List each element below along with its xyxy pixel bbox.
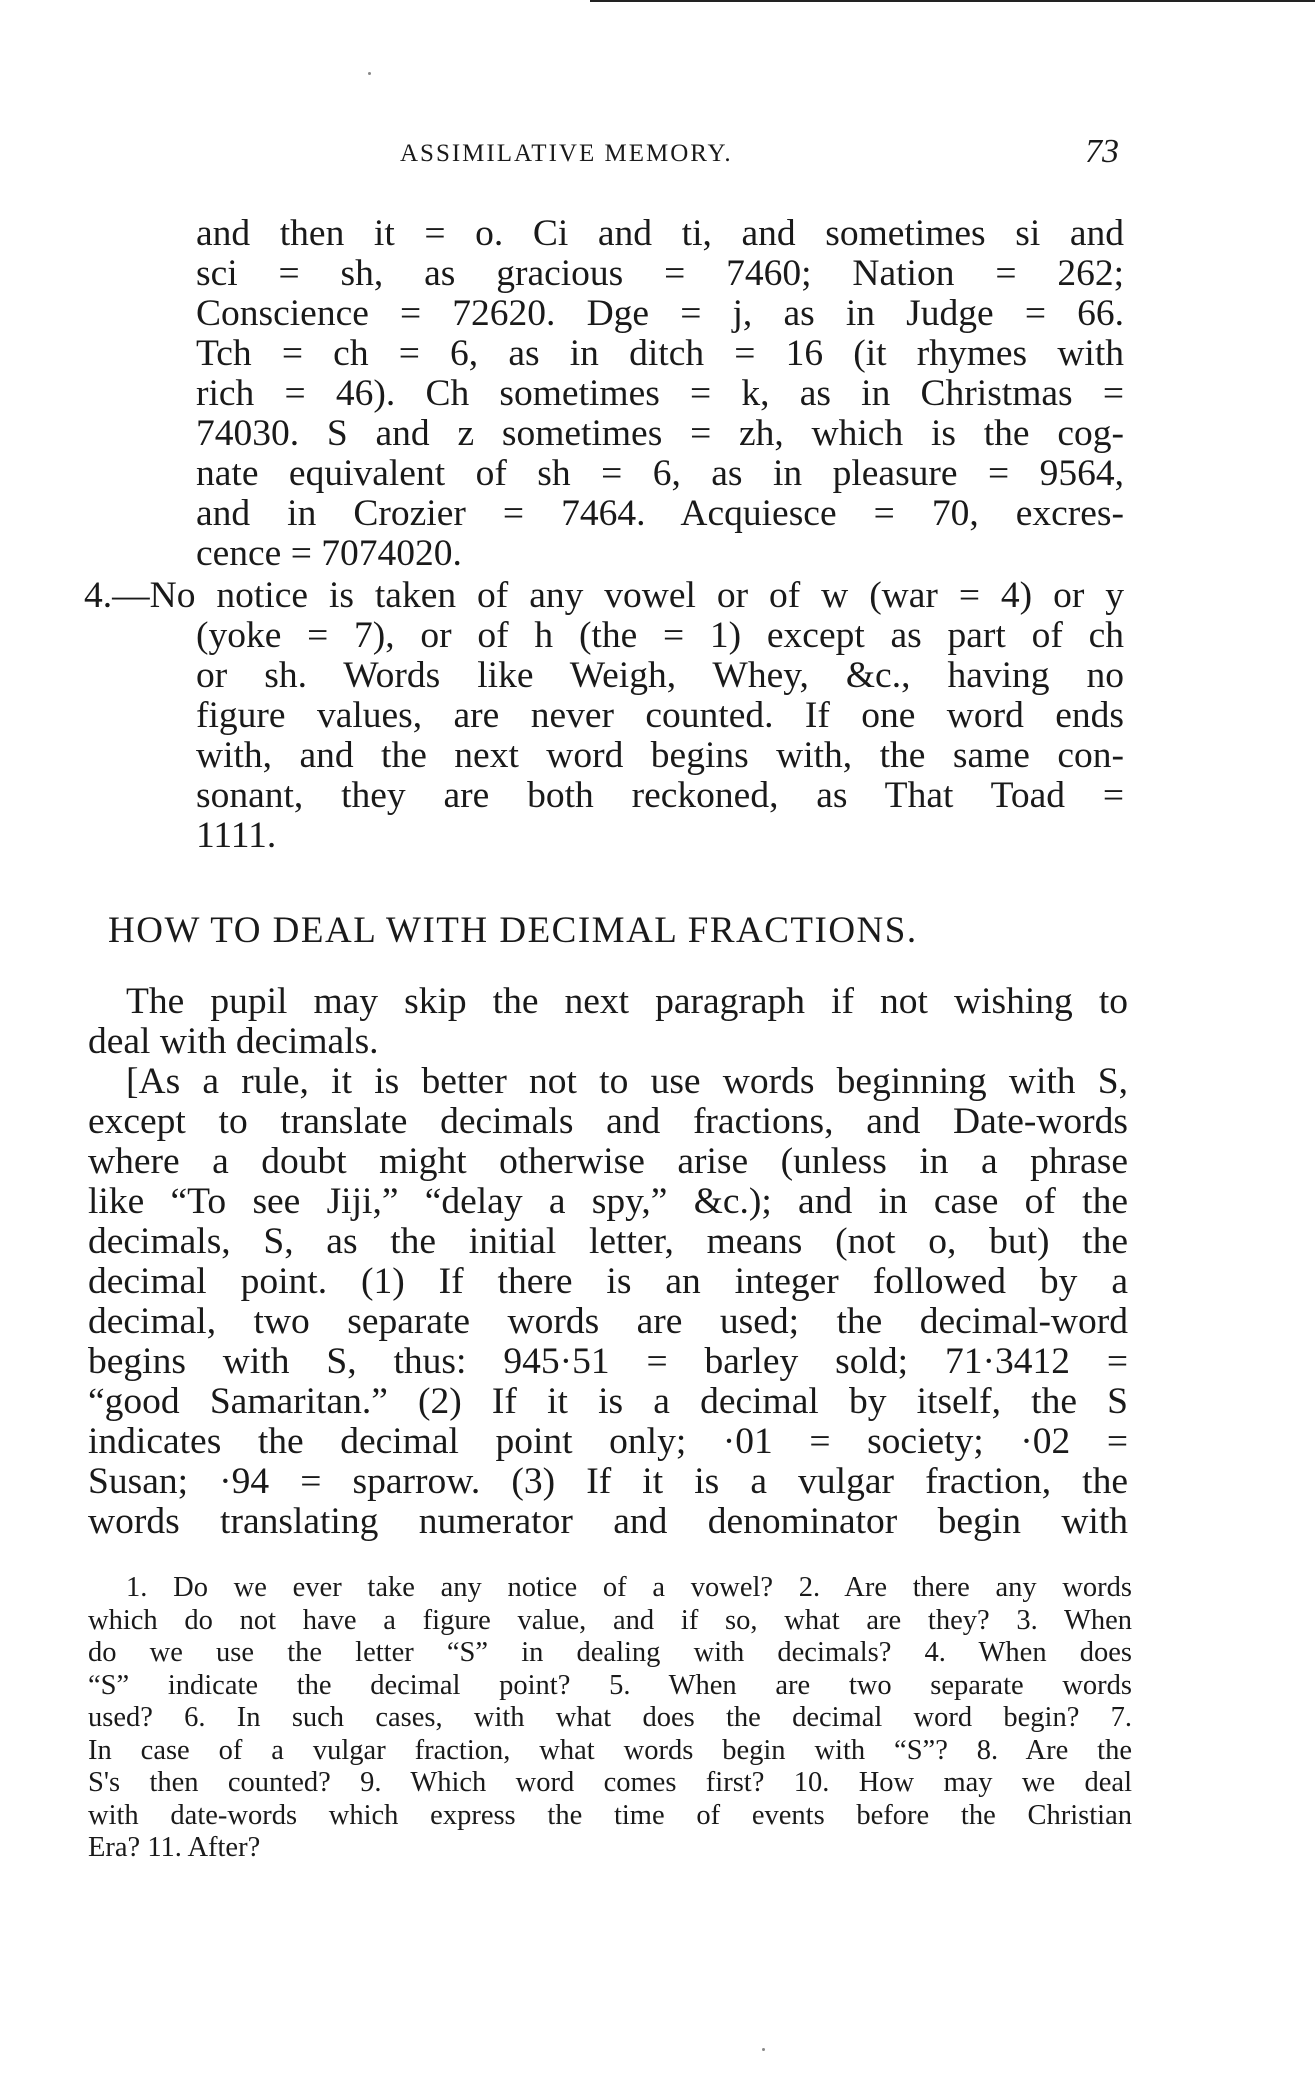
page-number: 73 [1085,133,1119,170]
text-line: begins with S, thus: 945·51 = barley sold; 71·3412 = [88,1341,1128,1382]
section-heading: HOW TO DEAL WITH DECIMAL FRACTIONS. [108,910,918,951]
text-line: and then it = o. Ci and ti, and sometimes si and [196,213,1124,254]
text-line: with, and the next word begins with, the same con- [196,735,1124,776]
text-line: like “To see Jiji,” “delay a spy,” &c.); and in case of the [88,1181,1128,1222]
text-line: The pupil may skip the next paragraph if not wishing to [126,981,1128,1022]
question-line: used? 6. In such cases, with what does the decimal word begin? 7. [88,1702,1132,1733]
question-line: do we use the letter “S” in dealing with decimals? 4. When does [88,1637,1132,1668]
rule-4-block [84,576,1124,856]
question-line: “S” indicate the decimal point? 5. When are two separate words [88,1669,1132,1701]
question-line: S's then counted? 9. Which word comes first? 10. How may we deal [88,1767,1132,1798]
text-line: indicates the decimal point only; ·01 = society; ·02 = [88,1421,1128,1462]
review-questions-block [88,1572,1132,1865]
text-line: where a doubt might otherwise arise (unless in a phrase [88,1141,1128,1182]
question-line: 1. Do we ever take any notice of a vowel? 2. Are there any words [126,1572,1132,1603]
text-line: sonant, they are both reckoned, as That Toad = [196,775,1124,816]
text-line: (yoke = 7), or of h (the = 1) except as part of ch [196,615,1124,656]
text-line: rich = 46). Ch sometimes = k, as in Christmas = [196,373,1124,414]
question-line: with date-words which express the time of events before the Christian [88,1799,1132,1831]
text-line: “good Samaritan.” (2) If it is a decimal by itself, the S [88,1381,1128,1422]
paper-speck [762,2048,765,2051]
text-line: decimal, two separate words are used; the decimal-word [88,1301,1128,1342]
text-line: and in Crozier = 7464. Acquiesce = 70, excres- [196,493,1124,534]
text-line: nate equivalent of sh = 6, as in pleasure = 9564, [196,453,1124,494]
running-title: ASSIMILATIVE MEMORY. [400,140,733,167]
paper-speck [368,72,371,75]
text-line: Conscience = 72620. Dge = j, as in Judge = 66. [196,293,1124,334]
text-line: sci = sh, as gracious = 7460; Nation = 262; [196,253,1124,294]
text-line: figure values, are never counted. If one word ends [196,695,1124,736]
text-line: words translating numerator and denominator begin with [88,1501,1128,1542]
text-line: deal with decimals. [88,1021,379,1062]
text-line: [As a rule, it is better not to use words beginning with S, [126,1061,1128,1102]
text-line: Tch = ch = 6, as in ditch = 16 (it rhymes with [196,333,1124,374]
text-line: 4.—No notice is taken of any vowel or of w (war = 4) or y [84,575,1124,616]
rules-continued-block [196,214,1124,574]
question-line: In case of a vulgar fraction, what words begin with “S”? 8. Are the [88,1734,1132,1766]
text-line: 1111. [196,815,277,856]
text-line: cence = 7074020. [196,533,462,574]
question-line: Era? 11. After? [88,1832,261,1863]
text-line: Susan; ·94 = sparrow. (3) If it is a vulgar fraction, the [88,1461,1128,1502]
text-line: decimal point. (1) If there is an integer followed by a [88,1261,1128,1302]
top-border-rule [590,0,1315,2]
text-line: or sh. Words like Weigh, Whey, &c., having no [196,655,1124,696]
text-line: except to translate decimals and fractions, and Date-words [88,1101,1128,1142]
body-paragraph-block [88,982,1128,1542]
question-line: which do not have a figure value, and if so, what are they? 3. When [88,1604,1132,1636]
text-line: decimals, S, as the initial letter, means (not o, but) the [88,1221,1128,1262]
text-line: 74030. S and z sometimes = zh, which is the cog- [196,413,1124,454]
